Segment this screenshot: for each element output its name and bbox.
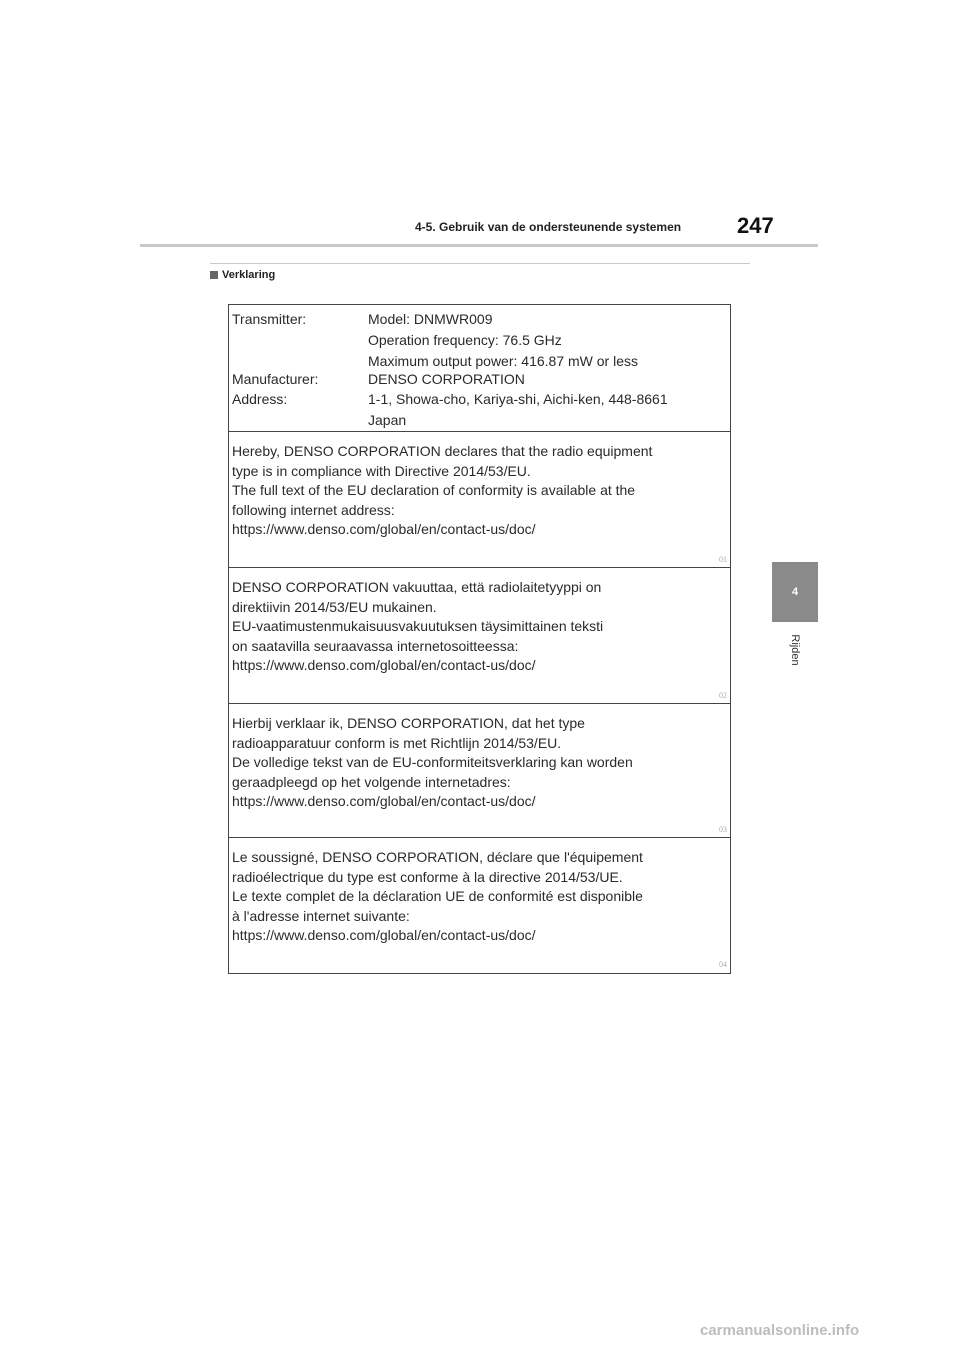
address-line2: Japan [368, 412, 407, 428]
header-divider [140, 244, 818, 247]
header-section-title: 4-5. Gebruik van de ondersteunende systemen [415, 220, 682, 234]
declaration-line: DENSO CORPORATION vakuuttaa, että radiolaitetyyppi on [232, 579, 602, 595]
declaration-line: Le texte complet de la déclaration UE de conformité est disponible [232, 888, 643, 904]
declaration-line: radioapparatuur conform is met Richtlijn 2014/53/EU. [232, 734, 562, 751]
declaration-en [229, 431, 730, 567]
regulatory-label [228, 304, 731, 974]
declaration-fr [229, 837, 730, 972]
declaration-line: type is in compliance with Directive 2014/53/EU. [232, 462, 531, 479]
declaration-line: De volledige tekst van de EU-conformiteitsverklaring kan worden [232, 754, 633, 770]
declaration-nl [229, 703, 730, 837]
declaration-line: geraadpleegd op het volgende internetadres: [232, 773, 511, 790]
address-label: Address: [232, 391, 288, 407]
declaration-text [232, 714, 727, 812]
frequency-value: Operation frequency: 76.5 GHz [368, 332, 562, 348]
chapter-number: 4 [791, 586, 799, 598]
declaration-text [232, 578, 727, 676]
transmitter-label: Transmitter: [232, 311, 307, 327]
chapter-label: Rijden [789, 634, 801, 666]
declaration-line: https://www.denso.com/global/en/contact-us/doc/ [232, 793, 536, 809]
section-divider [210, 263, 750, 264]
declaration-line: https://www.denso.com/global/en/contact-us/doc/ [232, 657, 536, 673]
declaration-line: following internet address: [232, 501, 395, 518]
declaration-tag: 01 [719, 555, 727, 564]
declaration-line: Le soussigné, DENSO CORPORATION, déclare que l'équipement [232, 849, 643, 865]
declaration-tag: 04 [719, 960, 727, 969]
declaration-tag: 02 [719, 691, 727, 700]
declaration-line: direktiivin 2014/53/EU mukainen. [232, 598, 437, 615]
watermark: carmanualsonline.info [700, 1322, 860, 1339]
declaration-text [232, 848, 727, 946]
page-number: 247 [737, 213, 774, 238]
declaration-line: Hereby, DENSO CORPORATION declares that the radio equipment [232, 443, 653, 459]
section-heading [210, 269, 275, 281]
declaration-line: Hierbij verklaar ik, DENSO CORPORATION, dat het type [232, 715, 585, 731]
section-heading-text: Verklaring [222, 269, 276, 281]
declaration-line: on saatavilla seuraavassa internetosoitteessa: [232, 637, 519, 654]
declaration-line: The full text of the EU declaration of conformity is available at the [232, 482, 636, 498]
transmitter-block [229, 305, 730, 431]
declaration-tag: 03 [719, 825, 727, 834]
manufacturer-label: Manufacturer: [232, 371, 319, 387]
power-value: Maximum output power: 416.87 mW or less [368, 353, 638, 369]
manufacturer-value: DENSO CORPORATION [368, 371, 525, 387]
declaration-line: radioélectrique du type est conforme à la directive 2014/53/UE. [232, 868, 623, 885]
model-value: Model: DNMWR009 [368, 311, 493, 327]
declaration-text [232, 442, 727, 540]
declaration-line: https://www.denso.com/global/en/contact-us/doc/ [232, 927, 536, 943]
declaration-line: EU-vaatimustenmukaisuusvakuutuksen täysimittainen teksti [232, 618, 604, 634]
address-line1: 1-1, Showa-cho, Kariya-shi, Aichi-ken, 448-8661 [368, 391, 668, 407]
declaration-line: https://www.denso.com/global/en/contact-us/doc/ [232, 521, 536, 537]
chapter-tab [772, 562, 818, 622]
declaration-line: à l'adresse internet suivante: [232, 907, 410, 924]
declaration-fi [229, 567, 730, 703]
square-bullet-icon [210, 271, 218, 279]
